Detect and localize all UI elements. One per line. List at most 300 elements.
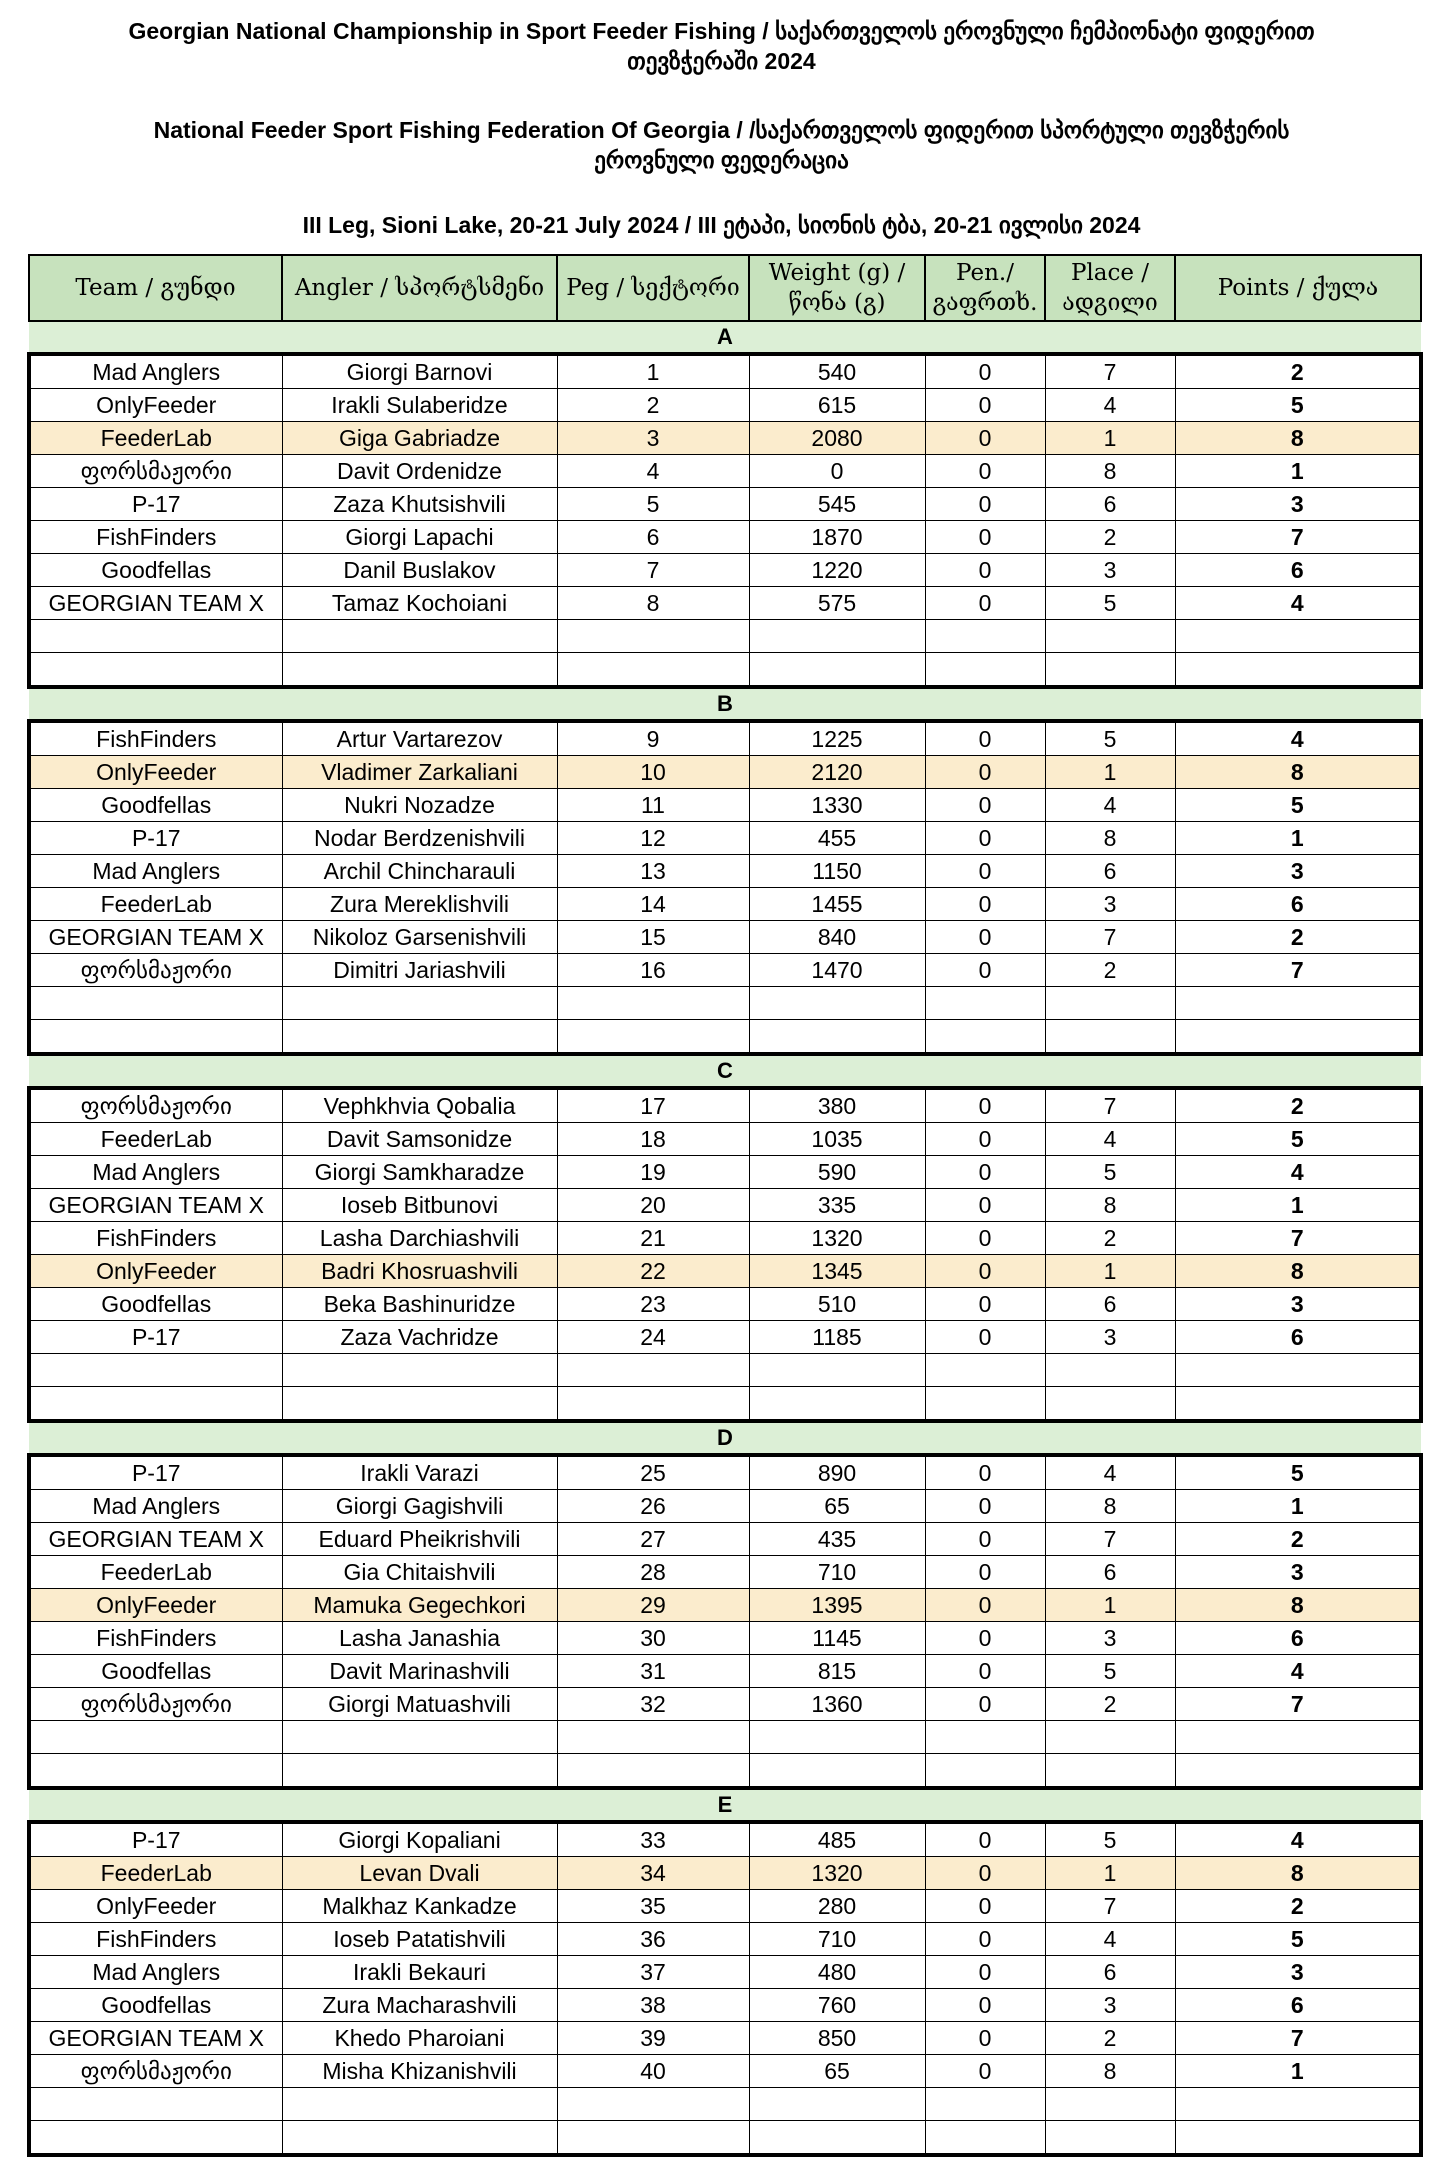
table-row (29, 1688, 1421, 1721)
empty-cell (749, 620, 925, 653)
angler-cell: Giorgi Kopaliani (282, 1822, 557, 1857)
table-row-winner (29, 756, 1421, 789)
weight-cell: 1145 (749, 1622, 925, 1655)
table-row (29, 822, 1421, 855)
team-cell: ფორსმაჟორი (29, 2055, 282, 2088)
team-cell: Goodfellas (29, 554, 282, 587)
empty-cell (282, 1387, 557, 1422)
penalty-cell: 0 (925, 1688, 1045, 1721)
team-cell: Goodfellas (29, 1989, 282, 2022)
peg-cell: 32 (557, 1688, 749, 1721)
points-cell: 8 (1175, 1857, 1421, 1890)
peg-cell: 21 (557, 1222, 749, 1255)
weight-cell: 710 (749, 1556, 925, 1589)
team-cell: ფორსმაჟორი (29, 954, 282, 987)
table-row-winner (29, 422, 1421, 455)
penalty-cell: 0 (925, 1989, 1045, 2022)
penalty-cell: 0 (925, 1490, 1045, 1523)
empty-cell (557, 620, 749, 653)
angler-cell: Vephkhvia Qobalia (282, 1088, 557, 1123)
place-cell: 7 (1045, 1523, 1175, 1556)
angler-cell: Irakli Varazi (282, 1455, 557, 1490)
team-cell: ფორსმაჟორი (29, 1088, 282, 1123)
table-row (29, 1288, 1421, 1321)
championship-title-line1: Georgian National Championship in Sport Feeder Fishing / საქართველოს ეროვნული ჩემპიონატი ფიდერით (128, 18, 1315, 44)
peg-cell: 39 (557, 2022, 749, 2055)
column-header-peg: Peg / სექტორი (557, 255, 749, 321)
angler-cell: Giorgi Samkharadze (282, 1156, 557, 1189)
points-cell: 7 (1175, 2022, 1421, 2055)
table-row (29, 1189, 1421, 1222)
table-row (29, 1655, 1421, 1688)
place-cell: 2 (1045, 2022, 1175, 2055)
place-cell: 2 (1045, 954, 1175, 987)
place-cell: 6 (1045, 1288, 1175, 1321)
place-cell: 2 (1045, 1222, 1175, 1255)
place-cell: 5 (1045, 1156, 1175, 1189)
empty-cell (557, 2088, 749, 2121)
team-cell: Mad Anglers (29, 1956, 282, 1989)
penalty-cell: 0 (925, 954, 1045, 987)
weight-cell: 455 (749, 822, 925, 855)
points-cell: 2 (1175, 921, 1421, 954)
angler-cell: Ioseb Patatishvili (282, 1923, 557, 1956)
peg-cell: 27 (557, 1523, 749, 1556)
place-cell: 6 (1045, 1956, 1175, 1989)
angler-cell: Giorgi Matuashvili (282, 1688, 557, 1721)
peg-cell: 35 (557, 1890, 749, 1923)
team-cell: OnlyFeeder (29, 1890, 282, 1923)
weight-cell: 760 (749, 1989, 925, 2022)
penalty-cell: 0 (925, 1890, 1045, 1923)
place-cell: 7 (1045, 354, 1175, 389)
angler-cell: Zaza Khutsishvili (282, 488, 557, 521)
weight-cell: 1470 (749, 954, 925, 987)
place-cell: 4 (1045, 1923, 1175, 1956)
penalty-cell: 0 (925, 789, 1045, 822)
table-row (29, 1523, 1421, 1556)
empty-cell (1175, 2088, 1421, 2121)
table-row (29, 888, 1421, 921)
weight-cell: 1035 (749, 1123, 925, 1156)
peg-cell: 3 (557, 422, 749, 455)
points-cell: 7 (1175, 521, 1421, 554)
peg-cell: 33 (557, 1822, 749, 1857)
points-cell: 5 (1175, 789, 1421, 822)
empty-cell (1175, 653, 1421, 688)
table-row (29, 1088, 1421, 1123)
team-cell: Mad Anglers (29, 1490, 282, 1523)
empty-cell (557, 1387, 749, 1422)
place-cell: 5 (1045, 721, 1175, 756)
empty-cell (1045, 1721, 1175, 1754)
weight-cell: 1360 (749, 1688, 925, 1721)
penalty-cell: 0 (925, 1255, 1045, 1288)
empty-cell (282, 1354, 557, 1387)
points-cell: 4 (1175, 1822, 1421, 1857)
place-cell: 5 (1045, 587, 1175, 620)
peg-cell: 5 (557, 488, 749, 521)
peg-cell: 22 (557, 1255, 749, 1288)
points-cell: 2 (1175, 1523, 1421, 1556)
angler-cell: Tamaz Kochoiani (282, 587, 557, 620)
federation-title-line2: ეროვნული ფედერაცია (594, 147, 849, 173)
team-cell: ფორსმაჟორი (29, 455, 282, 488)
angler-cell: Eduard Pheikrishvili (282, 1523, 557, 1556)
penalty-cell: 0 (925, 521, 1045, 554)
group-label: E (29, 1788, 1421, 1822)
place-cell: 8 (1045, 2055, 1175, 2088)
table-row (29, 1222, 1421, 1255)
weight-cell: 1185 (749, 1321, 925, 1354)
team-cell: FeederLab (29, 1123, 282, 1156)
team-cell: GEORGIAN TEAM X (29, 1523, 282, 1556)
empty-cell (557, 1354, 749, 1387)
event-title (0, 210, 1443, 240)
team-cell: Goodfellas (29, 1288, 282, 1321)
empty-cell (1045, 1354, 1175, 1387)
points-cell: 5 (1175, 1455, 1421, 1490)
championship-title-line2: თევზჭერაში 2024 (627, 48, 816, 74)
team-cell: ფორსმაჟორი (29, 1688, 282, 1721)
weight-cell: 380 (749, 1088, 925, 1123)
table-row (29, 1123, 1421, 1156)
group-heading-row (29, 1421, 1421, 1455)
weight-cell: 575 (749, 587, 925, 620)
points-cell: 6 (1175, 1321, 1421, 1354)
penalty-cell: 0 (925, 1156, 1045, 1189)
empty-row (29, 987, 1421, 1020)
empty-cell (1175, 1721, 1421, 1754)
empty-row (29, 2088, 1421, 2121)
empty-row (29, 1354, 1421, 1387)
empty-cell (29, 1387, 282, 1422)
table-row (29, 855, 1421, 888)
group-heading-section (29, 321, 1421, 354)
angler-cell: Irakli Bekauri (282, 1956, 557, 1989)
empty-cell (1175, 1020, 1421, 1055)
table-row (29, 1890, 1421, 1923)
place-cell: 3 (1045, 1622, 1175, 1655)
empty-cell (925, 2121, 1045, 2156)
column-header-penalty: Pen./გაფრთხ. (925, 255, 1045, 321)
penalty-cell: 0 (925, 1655, 1045, 1688)
team-cell: GEORGIAN TEAM X (29, 587, 282, 620)
penalty-cell: 0 (925, 1556, 1045, 1589)
weight-cell: 840 (749, 921, 925, 954)
angler-cell: Danil Buslakov (282, 554, 557, 587)
penalty-cell: 0 (925, 721, 1045, 756)
penalty-cell: 0 (925, 1288, 1045, 1321)
table-row (29, 921, 1421, 954)
penalty-cell: 0 (925, 389, 1045, 422)
points-cell: 2 (1175, 354, 1421, 389)
empty-cell (282, 1020, 557, 1055)
peg-cell: 31 (557, 1655, 749, 1688)
empty-cell (1045, 2121, 1175, 2156)
empty-row (29, 620, 1421, 653)
group-heading-section (29, 687, 1421, 721)
peg-cell: 12 (557, 822, 749, 855)
penalty-cell: 0 (925, 855, 1045, 888)
place-cell: 6 (1045, 855, 1175, 888)
group-label: B (29, 687, 1421, 721)
place-cell: 1 (1045, 1857, 1175, 1890)
peg-cell: 13 (557, 855, 749, 888)
peg-cell: 30 (557, 1622, 749, 1655)
table-row (29, 1156, 1421, 1189)
penalty-cell: 0 (925, 1857, 1045, 1890)
peg-cell: 25 (557, 1455, 749, 1490)
team-cell: FeederLab (29, 1857, 282, 1890)
weight-cell: 1330 (749, 789, 925, 822)
place-cell: 3 (1045, 888, 1175, 921)
weight-cell: 1345 (749, 1255, 925, 1288)
peg-cell: 9 (557, 721, 749, 756)
empty-row (29, 2121, 1421, 2156)
empty-cell (282, 2088, 557, 2121)
angler-cell: Davit Samsonidze (282, 1123, 557, 1156)
empty-cell (925, 987, 1045, 1020)
angler-cell: Zura Mereklishvili (282, 888, 557, 921)
table-row (29, 789, 1421, 822)
empty-cell (557, 1754, 749, 1789)
angler-cell: Nodar Berdzenishvili (282, 822, 557, 855)
angler-cell: Davit Marinashvili (282, 1655, 557, 1688)
weight-cell: 280 (749, 1890, 925, 1923)
column-header-angler: Angler / სპორტსმენი (282, 255, 557, 321)
penalty-cell: 0 (925, 921, 1045, 954)
points-cell: 3 (1175, 855, 1421, 888)
place-cell: 5 (1045, 1655, 1175, 1688)
place-cell: 1 (1045, 1589, 1175, 1622)
penalty-cell: 0 (925, 1189, 1045, 1222)
table-row (29, 587, 1421, 620)
table-row (29, 455, 1421, 488)
column-header-points: Points / ქულა (1175, 255, 1421, 321)
angler-cell: Misha Khizanishvili (282, 2055, 557, 2088)
peg-cell: 16 (557, 954, 749, 987)
points-cell: 4 (1175, 1156, 1421, 1189)
empty-row (29, 1387, 1421, 1422)
weight-cell: 1150 (749, 855, 925, 888)
angler-cell: Nukri Nozadze (282, 789, 557, 822)
group-results (29, 1822, 1421, 2155)
group-heading-section (29, 1054, 1421, 1088)
weight-cell: 2120 (749, 756, 925, 789)
peg-cell: 11 (557, 789, 749, 822)
empty-cell (557, 1721, 749, 1754)
angler-cell: Vladimer Zarkaliani (282, 756, 557, 789)
team-cell: OnlyFeeder (29, 389, 282, 422)
table-row (29, 1956, 1421, 1989)
penalty-cell: 0 (925, 1088, 1045, 1123)
place-cell: 3 (1045, 1989, 1175, 2022)
empty-cell (557, 1020, 749, 1055)
place-cell: 7 (1045, 1890, 1175, 1923)
team-cell: FeederLab (29, 422, 282, 455)
table-row (29, 354, 1421, 389)
peg-cell: 14 (557, 888, 749, 921)
weight-cell: 485 (749, 1822, 925, 1857)
peg-cell: 8 (557, 587, 749, 620)
table-row-winner (29, 1857, 1421, 1890)
table-row (29, 1490, 1421, 1523)
place-cell: 6 (1045, 1556, 1175, 1589)
empty-cell (1045, 2088, 1175, 2121)
championship-title (0, 16, 1443, 76)
weight-cell: 710 (749, 1923, 925, 1956)
penalty-cell: 0 (925, 756, 1045, 789)
empty-cell (925, 1020, 1045, 1055)
team-cell: GEORGIAN TEAM X (29, 921, 282, 954)
empty-cell (1175, 987, 1421, 1020)
team-cell: Goodfellas (29, 1655, 282, 1688)
table-row (29, 554, 1421, 587)
team-cell: FishFinders (29, 521, 282, 554)
empty-cell (282, 1754, 557, 1789)
angler-cell: Lasha Janashia (282, 1622, 557, 1655)
angler-cell: Gia Chitaishvili (282, 1556, 557, 1589)
points-cell: 6 (1175, 1622, 1421, 1655)
empty-cell (29, 987, 282, 1020)
weight-cell: 1455 (749, 888, 925, 921)
angler-cell: Levan Dvali (282, 1857, 557, 1890)
table-row (29, 1321, 1421, 1354)
penalty-cell: 0 (925, 1923, 1045, 1956)
place-cell: 1 (1045, 422, 1175, 455)
empty-cell (1045, 1387, 1175, 1422)
group-results (29, 721, 1421, 1054)
team-cell: Goodfellas (29, 789, 282, 822)
place-cell: 1 (1045, 756, 1175, 789)
penalty-cell: 0 (925, 1123, 1045, 1156)
peg-cell: 28 (557, 1556, 749, 1589)
angler-cell: Artur Vartarezov (282, 721, 557, 756)
team-cell: Mad Anglers (29, 354, 282, 389)
peg-cell: 38 (557, 1989, 749, 2022)
team-cell: GEORGIAN TEAM X (29, 1189, 282, 1222)
empty-cell (749, 2121, 925, 2156)
angler-cell: Beka Bashinuridze (282, 1288, 557, 1321)
points-cell: 7 (1175, 954, 1421, 987)
empty-row (29, 1721, 1421, 1754)
team-cell: FeederLab (29, 1556, 282, 1589)
column-header-place: Place / ადგილი (1045, 255, 1175, 321)
peg-cell: 40 (557, 2055, 749, 2088)
table-row (29, 721, 1421, 756)
empty-cell (925, 653, 1045, 688)
place-cell: 3 (1045, 554, 1175, 587)
angler-cell: Nikoloz Garsenishvili (282, 921, 557, 954)
points-cell: 3 (1175, 488, 1421, 521)
points-cell: 3 (1175, 1556, 1421, 1589)
event-title-text: III Leg, Sioni Lake, 20-21 July 2024 / III ეტაპი, სიონის ტბა, 20-21 ივლისი 2024 (302, 212, 1141, 238)
weight-cell: 65 (749, 1490, 925, 1523)
group-label: D (29, 1421, 1421, 1455)
angler-cell: Irakli Sulaberidze (282, 389, 557, 422)
place-cell: 4 (1045, 1123, 1175, 1156)
empty-cell (1175, 1754, 1421, 1789)
empty-cell (557, 2121, 749, 2156)
weight-cell: 480 (749, 1956, 925, 1989)
peg-cell: 15 (557, 921, 749, 954)
group-results (29, 1455, 1421, 1788)
empty-cell (749, 1387, 925, 1422)
points-cell: 7 (1175, 1688, 1421, 1721)
penalty-cell: 0 (925, 1956, 1045, 1989)
weight-cell: 590 (749, 1156, 925, 1189)
team-cell: OnlyFeeder (29, 756, 282, 789)
empty-cell (925, 1387, 1045, 1422)
peg-cell: 2 (557, 389, 749, 422)
group-heading-row (29, 1788, 1421, 1822)
weight-cell: 540 (749, 354, 925, 389)
penalty-cell: 0 (925, 1589, 1045, 1622)
table-row (29, 1989, 1421, 2022)
angler-cell: Giorgi Lapachi (282, 521, 557, 554)
peg-cell: 4 (557, 455, 749, 488)
column-header-team: Team / გუნდი (29, 255, 282, 321)
penalty-cell: 0 (925, 422, 1045, 455)
weight-cell: 1395 (749, 1589, 925, 1622)
empty-cell (29, 1354, 282, 1387)
peg-cell: 6 (557, 521, 749, 554)
group-heading-row (29, 321, 1421, 354)
group-results (29, 1088, 1421, 1421)
angler-cell: Mamuka Gegechkori (282, 1589, 557, 1622)
weight-cell: 1320 (749, 1857, 925, 1890)
points-cell: 6 (1175, 1989, 1421, 2022)
empty-cell (925, 1354, 1045, 1387)
weight-cell: 510 (749, 1288, 925, 1321)
empty-cell (557, 987, 749, 1020)
empty-cell (282, 987, 557, 1020)
penalty-cell: 0 (925, 2055, 1045, 2088)
empty-cell (1175, 1354, 1421, 1387)
points-cell: 8 (1175, 422, 1421, 455)
team-cell: FishFinders (29, 1622, 282, 1655)
points-cell: 1 (1175, 1189, 1421, 1222)
points-cell: 1 (1175, 2055, 1421, 2088)
weight-cell: 435 (749, 1523, 925, 1556)
empty-cell (749, 987, 925, 1020)
group-results (29, 354, 1421, 687)
weight-cell: 615 (749, 389, 925, 422)
table-row (29, 2022, 1421, 2055)
points-cell: 8 (1175, 1589, 1421, 1622)
empty-cell (557, 653, 749, 688)
weight-cell: 65 (749, 2055, 925, 2088)
group-label: C (29, 1054, 1421, 1088)
empty-cell (1045, 1020, 1175, 1055)
table-row (29, 488, 1421, 521)
group-heading-row (29, 687, 1421, 721)
peg-cell: 26 (557, 1490, 749, 1523)
points-cell: 8 (1175, 756, 1421, 789)
points-cell: 4 (1175, 1655, 1421, 1688)
team-cell: P-17 (29, 488, 282, 521)
angler-cell: Archil Chincharauli (282, 855, 557, 888)
place-cell: 7 (1045, 921, 1175, 954)
penalty-cell: 0 (925, 1622, 1045, 1655)
table-row (29, 1822, 1421, 1857)
weight-cell: 545 (749, 488, 925, 521)
empty-cell (1175, 1387, 1421, 1422)
points-cell: 6 (1175, 888, 1421, 921)
empty-cell (749, 1020, 925, 1055)
empty-cell (29, 620, 282, 653)
